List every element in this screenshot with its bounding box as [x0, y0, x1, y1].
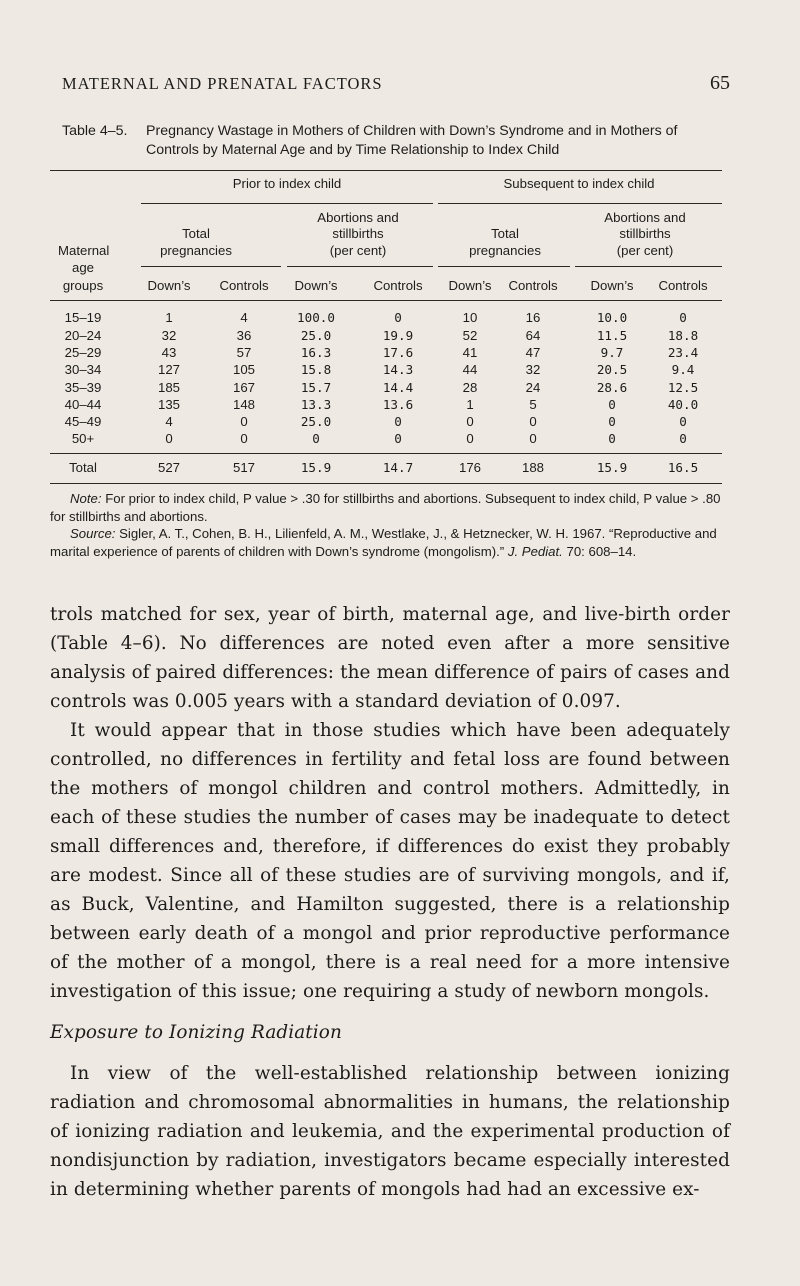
page-number: 65	[710, 72, 730, 94]
table-cell: 0	[679, 431, 687, 446]
table-cell: 1	[466, 397, 474, 412]
table-cell: 13.3	[300, 397, 332, 412]
table-cell: 25.0	[300, 328, 332, 343]
subhead-abort-3-b: (per cent)	[616, 243, 674, 258]
table-cell: 15.8	[300, 362, 332, 377]
age-group-cell: 40–44	[64, 397, 102, 412]
column-header-rule	[50, 300, 722, 301]
total-label: Total	[69, 460, 97, 475]
table-cell: 1	[165, 310, 173, 325]
table-cell: 16	[525, 310, 541, 325]
age-group-cell: 15–19	[64, 310, 102, 325]
note-text: For prior to index child, P value > .30 for stillbirths and abortions. Subsequent to index child, P value > .80 for stillbirths and abortions.	[50, 491, 721, 524]
total-cell: 517	[232, 460, 256, 475]
note-label: Note:	[70, 491, 102, 506]
subhead-total-2: pregnancies	[160, 243, 232, 258]
subsequent-span-rule	[438, 203, 722, 204]
table-cell: 4	[165, 414, 173, 429]
table-cell: 18.8	[667, 328, 699, 343]
table-cell: 28	[462, 380, 478, 395]
total-cell: 15.9	[300, 460, 332, 475]
table-cell: 15.7	[300, 380, 332, 395]
header-prior: Prior to index child	[232, 176, 342, 191]
table-cell: 9.4	[671, 362, 695, 377]
col-header: Down’s	[294, 278, 338, 293]
table-top-rule	[50, 170, 722, 171]
table-cell: 0	[608, 397, 616, 412]
subhead-total-2-b: pregnancies	[469, 243, 541, 258]
note	[50, 490, 730, 525]
table-cell: 0	[466, 431, 474, 446]
table-cell: 41	[462, 345, 478, 360]
table-cell: 64	[525, 328, 541, 343]
table-cell: 0	[608, 431, 616, 446]
table-cell: 105	[232, 362, 256, 377]
table-cell: 32	[161, 328, 177, 343]
table-cell: 11.5	[596, 328, 628, 343]
table-cell: 0	[394, 414, 402, 429]
table-cell: 0	[240, 414, 248, 429]
age-group-cell: 25–29	[64, 345, 102, 360]
table-cell: 13.6	[382, 397, 414, 412]
subhead-abort-1-b: Abortions and	[604, 210, 686, 225]
table-cell: 0	[529, 431, 537, 446]
col-header: Controls	[219, 278, 269, 293]
subhead-abort-2: stillbirths	[332, 226, 384, 241]
table-cell: 24	[525, 380, 541, 395]
table-cell: 0	[608, 414, 616, 429]
stub-age: age	[71, 260, 95, 275]
table-cell: 44	[462, 362, 478, 377]
table-cell: 0	[466, 414, 474, 429]
table-cell: 4	[240, 310, 248, 325]
table-cell: 185	[157, 380, 181, 395]
table-cell: 17.6	[382, 345, 414, 360]
table-cell: 47	[525, 345, 541, 360]
table-notes	[50, 490, 730, 560]
subseq-total-rule	[438, 266, 570, 267]
subseq-abort-rule	[575, 266, 722, 267]
paragraph: It would appear that in those studies which have been adequately controlled, no differences in fertility and fetal loss are found between the mothers of mongol children and control mothers. Admittedly, in each of these studies the number of cases may be inadequate to detect small differences and, therefore, if differences do exist they probably are modest. Since all of these studies are of surviving mongols, and if, as Buck, Valentine, and Hamilton suggested, there is a relationship between early death of a mongol and prior reproductive performance of the mother of a mongol, there is a real need for a more intensive investigation of this issue; one requiring a study of newborn mongols.	[50, 720, 730, 1002]
stub-maternal: Maternal	[58, 243, 110, 258]
table-bottom-rule	[50, 483, 722, 484]
table-cell: 43	[161, 345, 177, 360]
source-label: Source:	[70, 526, 116, 541]
col-header: Down’s	[147, 278, 191, 293]
table-cell: 32	[525, 362, 541, 377]
col-header: Controls	[508, 278, 558, 293]
stub-groups: groups	[62, 278, 104, 293]
table-title: Pregnancy Wastage in Mothers of Children with Down’s Syndrome and in Mothers of Controls by Maternal Age and by Time Relationship to Index Child	[146, 123, 678, 158]
table-cell: 0	[165, 431, 173, 446]
subhead-abort-1: Abortions and	[317, 210, 399, 225]
source-pages: 70: 608–14.	[566, 543, 637, 559]
table-cell: 19.9	[382, 328, 414, 343]
table-cell: 23.4	[667, 345, 699, 360]
paragraph: trols matched for sex, year of birth, maternal age, and live-birth order (Table 4–6). No differences are noted even after a more sensitive analysis of paired differences: the mean difference of pairs of cases and controls was 0.005 years with a standard deviation of 0.097.	[50, 604, 730, 712]
table-cell: 12.5	[667, 380, 699, 395]
subhead-total-1-b: Total	[491, 226, 519, 241]
table-cell: 16.3	[300, 345, 332, 360]
table-cell: 135	[157, 397, 181, 412]
table-cell: 0	[312, 431, 320, 446]
table-cell: 0	[394, 310, 402, 325]
total-cell: 176	[458, 460, 482, 475]
source	[50, 525, 730, 560]
prior-total-rule	[141, 266, 281, 267]
section-heading: Exposure to Ionizing Radiation	[50, 1022, 342, 1043]
table-caption	[62, 122, 732, 160]
page-header	[62, 72, 730, 95]
table-cell: 57	[236, 345, 252, 360]
table-cell: 0	[529, 414, 537, 429]
table-cell: 100.0	[297, 310, 335, 325]
prior-span-rule	[141, 203, 433, 204]
subhead-abort-2-b: stillbirths	[619, 226, 671, 241]
source-text: Sigler, A. T., Cohen, B. H., Lilienfeld, A. M., Westlake, J., & Hetznecker, W. H. 1967. “Reproductive and marital experience of parents of children with Down’s syndrome (mongolism).”	[50, 526, 717, 559]
col-header: Down’s	[590, 278, 634, 293]
age-group-cell: 30–34	[64, 362, 102, 377]
table-cell: 127	[157, 362, 181, 377]
table-cell: 9.7	[600, 345, 624, 360]
subhead-abort-3: (per cent)	[329, 243, 387, 258]
table-cell: 167	[232, 380, 256, 395]
table-cell: 0	[394, 431, 402, 446]
total-cell: 527	[157, 460, 181, 475]
body-text	[50, 600, 730, 1204]
table-cell: 0	[679, 414, 687, 429]
table-cell: 14.3	[382, 362, 414, 377]
source-journal: J. Pediat.	[507, 543, 563, 559]
table-cell: 20.5	[596, 362, 628, 377]
header-subsequent: Subsequent to index child	[503, 176, 655, 191]
total-cell: 14.7	[382, 460, 414, 475]
table-cell: 5	[529, 397, 537, 412]
table-label: Table 4–5.	[62, 123, 128, 139]
paragraph: In view of the well-established relationship between ionizing radiation and chromosomal abnormalities in humans, the relationship of ionizing radiation and leukemia, and the experimental production of nondisjunction by radiation, investigators became especially interested in determining whether parents of mongols had had an excessive ex-	[50, 1063, 730, 1200]
prior-abort-rule	[287, 266, 433, 267]
table-cell: 40.0	[667, 397, 699, 412]
col-header: Down’s	[448, 278, 492, 293]
table-cell: 52	[462, 328, 478, 343]
col-header: Controls	[658, 278, 708, 293]
table-cell: 0	[240, 431, 248, 446]
running-head: MATERNAL AND PRENATAL FACTORS	[62, 74, 383, 93]
total-cell: 15.9	[596, 460, 628, 475]
col-header: Controls	[373, 278, 423, 293]
age-group-cell: 20–24	[64, 328, 102, 343]
table-cell: 148	[232, 397, 256, 412]
age-group-cell: 35–39	[64, 380, 102, 395]
total-cell: 188	[521, 460, 545, 475]
age-group-cell: 50+	[71, 431, 95, 446]
total-cell: 16.5	[667, 460, 699, 475]
table-cell: 28.6	[596, 380, 628, 395]
table-cell: 10	[462, 310, 478, 325]
total-rule	[50, 453, 722, 454]
table-cell: 0	[679, 310, 687, 325]
age-group-cell: 45–49	[64, 414, 102, 429]
subhead-total-1: Total	[182, 226, 210, 241]
table-cell: 14.4	[382, 380, 414, 395]
table-cell: 10.0	[596, 310, 628, 325]
table-cell: 25.0	[300, 414, 332, 429]
table-cell: 36	[236, 328, 252, 343]
